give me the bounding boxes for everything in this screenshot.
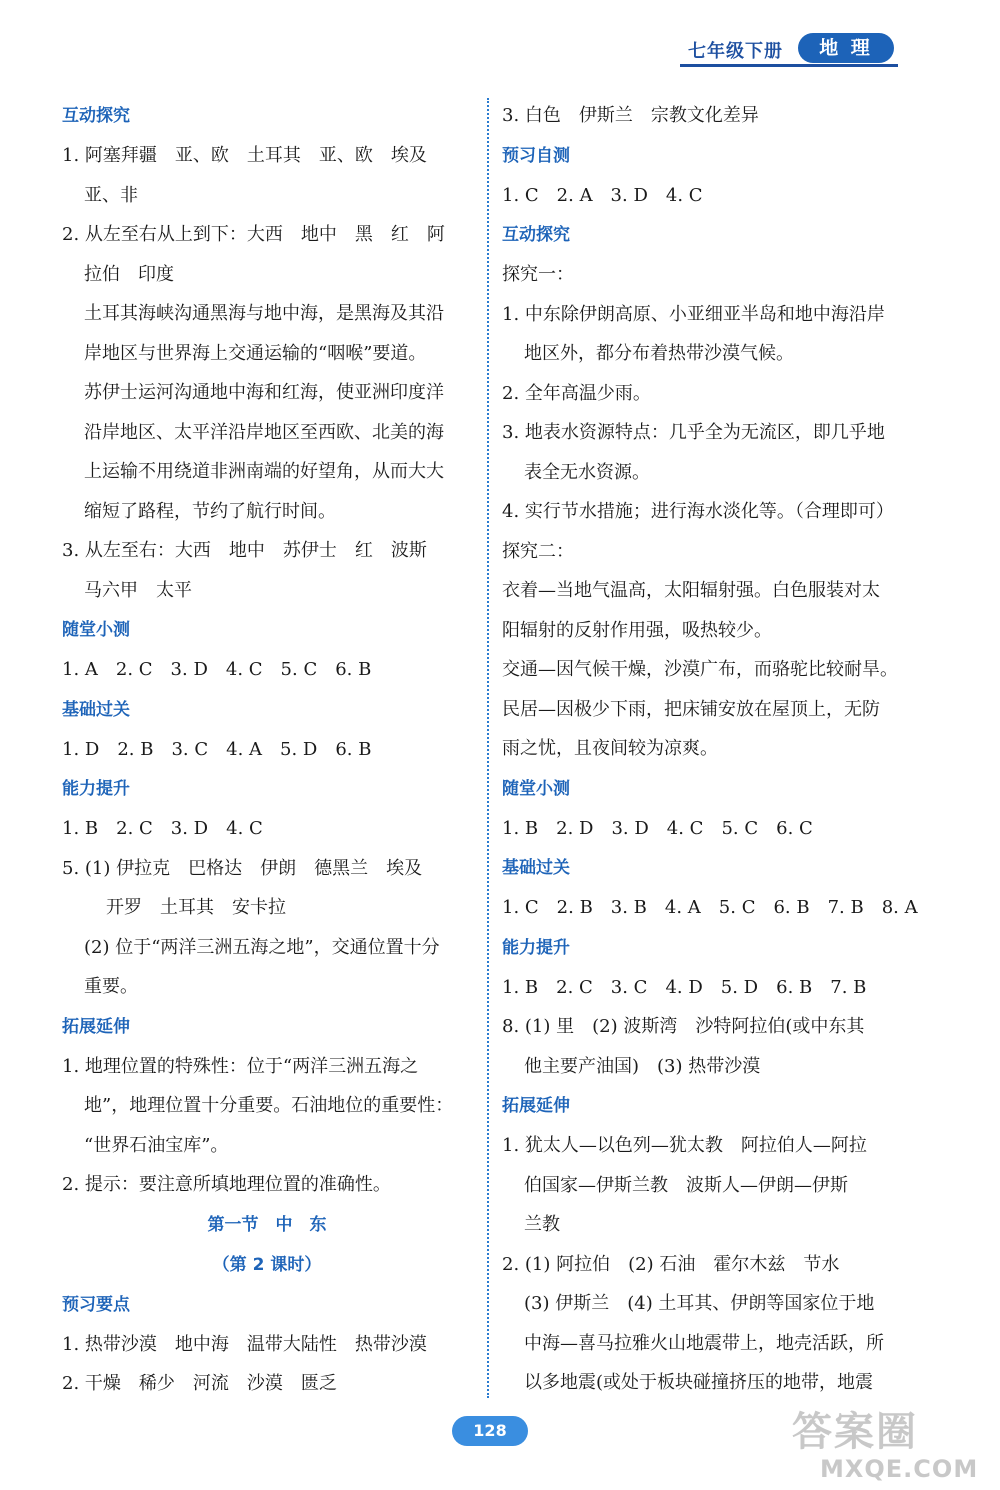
answer-line: 1. 中东除伊朗高原、小亚细亚半岛和地中海沿岸 (502, 303, 885, 325)
answer-line: 1. 热带沙漠 地中海 温带大陆性 热带沙漠 (62, 1333, 427, 1355)
answer-line: 重要。 (84, 976, 138, 997)
left-column (62, 96, 472, 1404)
answer-line: 探究二： (502, 540, 574, 562)
answer-line: 以多地震(或处于板块碰撞挤压的地带，地震 (524, 1372, 874, 1393)
answer-line: (2) 位于“两洋三洲五海之地”，交通位置十分 (84, 936, 440, 958)
lesson-subtitle: （第 2 课时） (212, 1254, 322, 1275)
answer-line: 表全无水资源。 (524, 461, 650, 483)
answer-line: 缩短了路程，节约了航行时间。 (84, 500, 336, 522)
answer-line: 2. 全年高温少雨。 (502, 382, 651, 404)
answer-line: 2. 提示：要注意所填地理位置的准确性。 (62, 1174, 391, 1195)
answer-line: 1. B 2. C 3. C 4. D 5. D 6. B 7. B (502, 976, 867, 998)
answer-line: 兰教 (524, 1214, 560, 1235)
answer-line: 岸地区与世界海上交通运输的“咽喉”要道。 (84, 342, 427, 364)
answer-line: 地”，地理位置十分重要。石油地位的重要性： (84, 1095, 454, 1116)
answer-line: 3. 从左至右：大西 地中 苏伊士 红 波斯 (62, 540, 427, 561)
answer-line: 他主要产油国) (3) 热带沙漠 (524, 1055, 761, 1077)
answer-line: 1. 犹太人—以色列—犹太教 阿拉伯人—阿拉 (502, 1135, 867, 1156)
section-heading: 能力提升 (502, 937, 570, 958)
answer-line: 1. C 2. A 3. D 4. C (502, 184, 703, 206)
answer-line: 1. B 2. C 3. D 4. C (62, 818, 263, 839)
answer-line: 1. 地理位置的特殊性：位于“两洋三洲五海之 (62, 1055, 419, 1077)
answer-line: 8. (1) 里 (2) 波斯湾 沙特阿拉伯(或中东其 (502, 1016, 865, 1037)
answer-line: 3. 白色 伊斯兰 宗教文化差异 (502, 105, 759, 126)
answer-line: 探究一： (502, 264, 574, 285)
answer-line: 1. B 2. D 3. D 4. C 5. C 6. C (502, 817, 813, 839)
answer-line: 亚、非 (84, 184, 138, 206)
right-column (502, 96, 917, 1403)
lesson-title: 第一节 中 东 (207, 1214, 327, 1235)
section-heading: 预习要点 (62, 1294, 130, 1315)
answer-line: (3) 伊斯兰 (4) 土耳其、伊朗等国家位于地 (524, 1293, 875, 1314)
answer-line: 伯国家—伊斯兰教 波斯人—伊朗—伊斯 (524, 1174, 848, 1196)
section-heading: 互动探究 (62, 106, 130, 126)
section-heading: 基础过关 (62, 699, 130, 720)
watermark-logo: 答案圈 (792, 1409, 918, 1455)
answer-line: 阳辐射的反射作用强，吸热较少。 (502, 619, 772, 641)
answer-line: 2. 从左至右从上到下：大西 地中 黑 红 阿 (62, 224, 445, 245)
answer-line: 1. 阿塞拜疆 亚、欧 土耳其 亚、欧 埃及 (62, 145, 427, 166)
answer-line: 土耳其海峡沟通黑海与地中海，是黑海及其沿 (84, 303, 444, 324)
header-rule (680, 64, 898, 67)
section-heading: 随堂小测 (62, 620, 130, 640)
answer-line: 5. (1) 伊拉克 巴格达 伊朗 德黑兰 埃及 (62, 857, 423, 879)
answer-line: 开罗 土耳其 安卡拉 (106, 897, 286, 918)
section-heading: 预习自测 (502, 145, 570, 166)
page-header (680, 33, 900, 73)
answer-line: 交通—因气候干燥，沙漠广布，而骆驼比较耐旱。 (502, 659, 898, 680)
answer-line: 拉伯 印度 (84, 263, 174, 285)
answer-line: 中海—喜马拉雅火山地震带上，地壳活跃，所 (524, 1332, 884, 1354)
column-divider (487, 98, 489, 1398)
answer-line: 雨之忧，且夜间较为凉爽。 (502, 738, 718, 759)
page-number: 128 (452, 1416, 528, 1446)
section-heading: 拓展延伸 (62, 1016, 130, 1037)
grade-label: 七年级下册 (688, 41, 783, 62)
watermark-url: MXQE.COM (820, 1455, 979, 1483)
section-heading: 基础过关 (502, 858, 570, 878)
answer-line: 4. 实行节水措施；进行海水淡化等。（合理即可） (502, 501, 894, 522)
section-heading: 能力提升 (62, 779, 130, 799)
answer-line: 1. C 2. B 3. B 4. A 5. C 6. B 7. B 8. A (502, 897, 918, 918)
answer-line: 2. (1) 阿拉伯 (2) 石油 霍尔木兹 节水 (502, 1253, 840, 1275)
answer-line: 2. 干燥 稀少 河流 沙漠 匮乏 (62, 1373, 337, 1394)
answer-line: 上运输不用绕道非洲南端的好望角，从而大大 (84, 461, 444, 482)
section-heading: 随堂小测 (502, 778, 570, 799)
answer-line: 地区外，都分布着热带沙漠气候。 (524, 343, 794, 364)
answer-line: 马六甲 太平 (84, 579, 192, 601)
answer-line: 1. D 2. B 3. C 4. A 5. D 6. B (62, 738, 372, 760)
answer-line: 民居—因极少下雨，把床铺安放在屋顶上，无防 (502, 698, 880, 720)
answer-line: 3. 地表水资源特点：几乎全为无流区，即几乎地 (502, 422, 885, 443)
answer-line: 衣着—当地气温高，太阳辐射强。白色服装对太 (502, 580, 880, 601)
answer-line: “世界石油宝库”。 (84, 1134, 229, 1156)
answer-line: 1. A 2. C 3. D 4. C 5. C 6. B (62, 659, 372, 680)
answer-line: 沿岸地区、太平洋沿岸地区至西欧、北美的海 (84, 421, 444, 443)
section-heading: 拓展延伸 (502, 1096, 570, 1116)
answer-line: 苏伊士运河沟通地中海和红海，使亚洲印度洋 (84, 382, 444, 403)
section-heading: 互动探究 (502, 225, 570, 245)
subject-badge: 地 理 (798, 33, 894, 63)
